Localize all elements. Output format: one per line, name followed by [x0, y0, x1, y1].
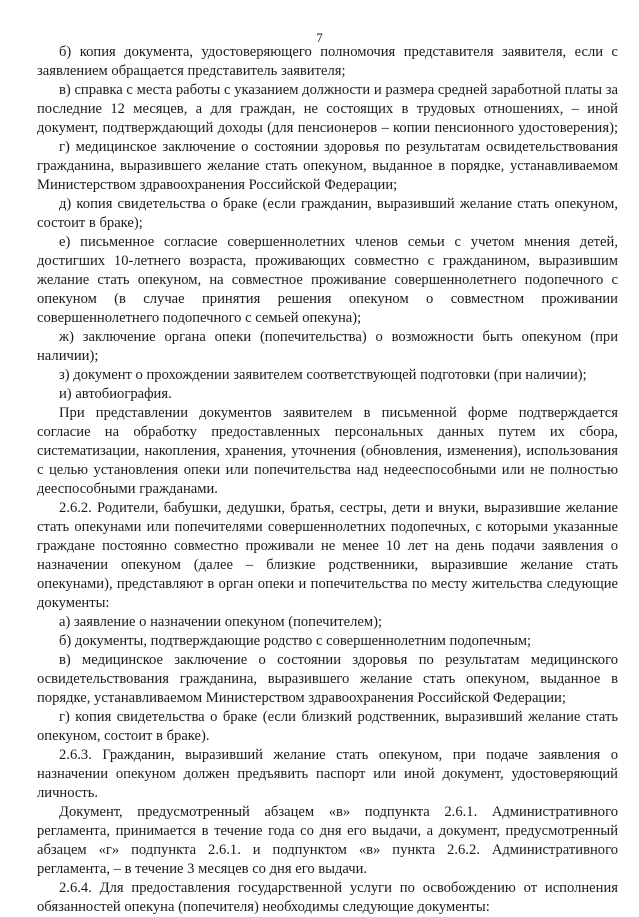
text-line: Министерством здравоохранения Российской Федерации;: [37, 177, 398, 193]
text-line: документы:: [37, 595, 110, 611]
text-line: е) письменное согласие совершеннолетних членов семьи с учетом мнения детей,: [59, 234, 618, 250]
text-line: последние 12 месяцев, а для граждан, не состоящих в трудовых отношениях, – иной: [37, 101, 618, 117]
text-line: а) заявление о назначении опекуном (попечителем);: [59, 614, 383, 630]
text-line: При представлении документов заявителем в письменной форме подтверждается: [59, 405, 618, 421]
text-line: г) медицинское заключение о состоянии здоровья по результатам освидетельствования: [59, 139, 618, 155]
text-line: з) документ о прохождении заявителем соответствующей подготовки (при наличии);: [59, 367, 587, 383]
text-line: опекуном (в случае принятия решения опекуном о совместном проживании: [37, 291, 618, 307]
text-line: д) копия свидетельства о браке (если гражданин, выразивший желание стать опекуном,: [59, 196, 618, 212]
page-number: 7: [316, 30, 323, 45]
text-line: регламента, принимается в течение года со дня его выдачи, а документ, предусмотренный: [37, 823, 618, 839]
text-line: личность.: [37, 785, 99, 801]
text-line: систематизации, накопления, хранения, уточнения (обновления, изменения), использования: [37, 443, 618, 459]
text-line: регламента, – в течение 3 месяцев со дня его выдачи.: [37, 861, 368, 877]
text-line: абзацем «г» подпункта 2.6.1. и подпунктом «в» пункта 2.6.2. Административного: [37, 842, 618, 858]
text-line: гражданина, выразившего желание стать опекуном, выданное в порядке, устанавливаемом: [37, 158, 618, 174]
text-line: в) справка с места работы с указанием должности и размера средней заработной платы за: [59, 82, 618, 98]
text-line: Документ, предусмотренный абзацем «в» подпункта 2.6.1. Административного: [59, 804, 618, 820]
text-line: 2.6.4. Для предоставления государственной услуги по освобождению от исполнения: [59, 880, 618, 896]
text-line: ж) заключение органа опеки (попечительства) о возможности быть опекуном (при: [59, 329, 618, 345]
text-line: 2.6.2. Родители, бабушки, дедушки, братья, сестры, дети и внуки, выразившие желание: [59, 500, 618, 516]
text-line: совершеннолетнего подопечного с семьей опекуна);: [37, 310, 362, 326]
text-line: обязанностей опекуна (попечителя) необходимы следующие документы:: [37, 899, 490, 915]
text-line: заявлением обращается представитель заявителя;: [37, 63, 346, 79]
text-line: г) копия свидетельства о браке (если близкий родственник, выразивший желание стать: [59, 709, 618, 725]
text-line: наличии);: [37, 348, 99, 364]
text-line: согласие на обработку предоставленных персональных данных путем их сбора,: [37, 424, 618, 440]
text-line: опекуном, состоит в браке).: [37, 728, 210, 744]
text-line: документ, подтверждающий доходы (для пенсионеров – копии пенсионного удостоверения);: [37, 120, 618, 136]
text-line: желание стать опекуном, на совместное проживание совершеннолетнего подопечного с: [37, 272, 618, 288]
text-line: с целью установления опеки или попечительства над недееспособными или не полностью: [37, 462, 618, 478]
text-line: дееспособными гражданами.: [37, 481, 218, 497]
text-line: назначении опекуном (далее – близкие родственники, выразившие желание стать: [37, 557, 618, 573]
text-line: стать опекунами или попечителями совершеннолетних подопечных, с которыми указанные: [37, 519, 618, 535]
text-line: опекунами), представляют в орган опеки и попечительства по месту жительства следующие: [37, 576, 618, 592]
text-line: б) копия документа, удостоверяющего полномочия представителя заявителя, если с: [59, 44, 618, 60]
text-line: освидетельствования гражданина, выразившего желание стать опекуном, выданное в: [37, 671, 618, 687]
text-line: состоит в браке);: [37, 215, 143, 231]
text-line: порядке, устанавливаемом Министерством здравоохранения Российской Федерации;: [37, 690, 566, 706]
text-line: и) автобиография.: [59, 386, 172, 402]
text-line: назначении опекуном должен предъявить паспорт или иной документ, удостоверяющий: [37, 766, 618, 782]
text-line: граждане постоянно совместно проживали не менее 10 лет на день подачи заявления о: [37, 538, 618, 554]
text-line: б) документы, подтверждающие родство с совершеннолетним подопечным;: [59, 633, 532, 649]
text-line: достигших 10-летнего возраста, проживающих совместно с гражданином, выразившим: [37, 253, 618, 269]
text-line: 2.6.3. Гражданин, выразивший желание стать опекуном, при подаче заявления о: [59, 747, 618, 763]
text-line: в) медицинское заключение о состоянии здоровья по результатам медицинского: [59, 652, 618, 668]
